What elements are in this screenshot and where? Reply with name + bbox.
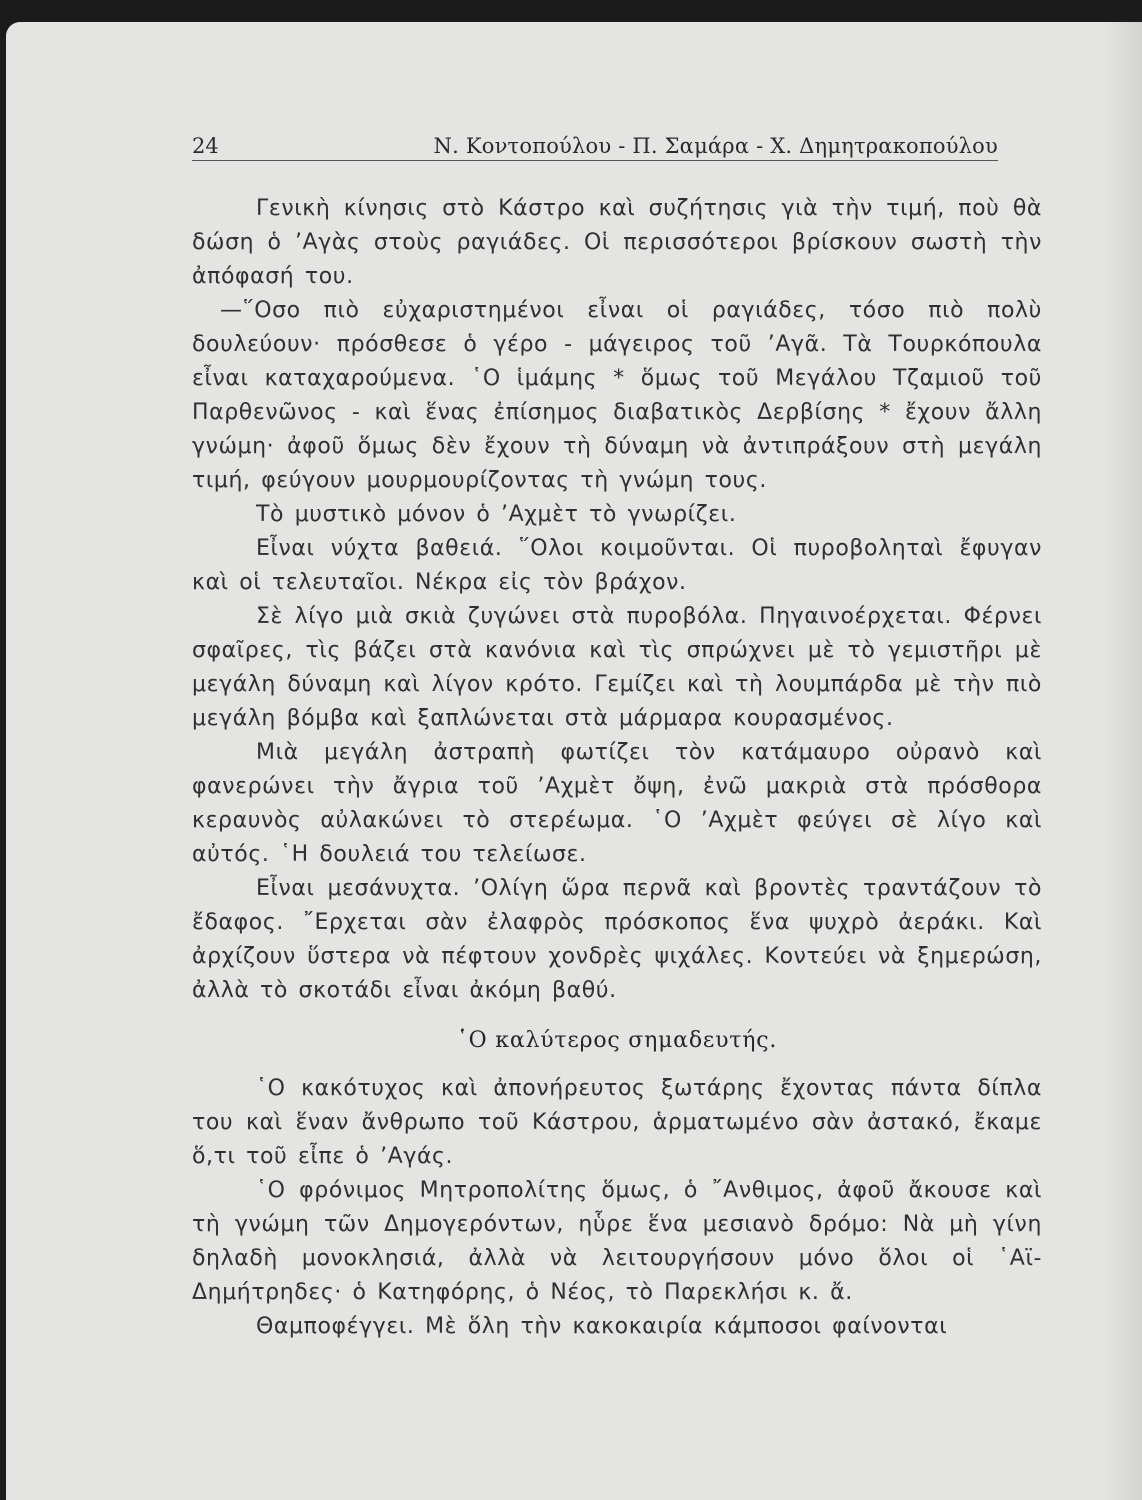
running-head: Ν. Κοντοπούλου - Π. Σαμάρα - Χ. Δημητρακοπούλου <box>433 134 998 158</box>
paragraph: Σὲ λίγο μιὰ σκιὰ ζυγώνει στὰ πυροβόλα. Πηγαινοέρχεται. Φέρνει σφαῖρες, τὶς βάζει στὰ κανόνια καὶ τὶς σπρώχνει μὲ τὸ γεμιστῆρι μὲ μεγάλη δύναμη καὶ λίγον κρότο. Γεμίζει καὶ τὴ λουμπάρδα μὲ τὴν πιὸ μεγάλη βόμβα καὶ ξαπλώνεται στὰ μάρμαρα κουρασμένος. <box>192 604 1042 731</box>
paragraph: Τὸ μυστικὸ μόνον ὁ ’Αχμὲτ τὸ γνωρίζει. <box>256 502 737 527</box>
book-page <box>6 22 1142 1500</box>
paragraph: Μιὰ μεγάλη ἀστραπὴ φωτίζει τὸν κατάμαυρο οὐρανὸ καὶ φανερώνει τὴν ἄγρια τοῦ ’Αχμὲτ ὄψη, ἐνῶ μακριὰ στὰ πρόσθορα κεραυνὸς αὐλακώνει τὸ στερέωμα. ῾Ο ’Αχμὲτ φεύγει σὲ λίγο καὶ αὐτός. ῾Η δουλειά του τελείωσε. <box>192 740 1042 867</box>
section-heading: ῾Ο καλύτερος σημαδευτής. <box>456 1028 778 1053</box>
paragraph: Εἶναι νύχτα βαθειά. ῞Ολοι κοιμοῦνται. Οἱ πυροβοληταὶ ἔφυγαν καὶ οἱ τελευταῖοι. Νέκρα εἰς τὸν βράχον. <box>192 536 1042 595</box>
spine-shadow <box>1102 22 1142 1500</box>
paragraph: —῞Οσο πιὸ εὐχαριστημένοι εἶναι οἱ ραγιάδες, τόσο πιὸ πολὺ δουλεύουν· πρόσθεσε ὁ γέρο - μάγειρος τοῦ ’Αγᾶ. Τὰ Τουρκόπουλα εἶναι καταχαρούμενα. ῾Ο ἱμάμης * ὅμως τοῦ Μεγάλου Τζαμιοῦ τοῦ Παρθενῶνος - καὶ ἕνας ἐπίσημος διαβατικὸς Δερβίσης * ἔχουν ἄλλη γνώμη· ἀφοῦ ὅμως δὲν ἔχουν τὴ δύναμη νὰ ἀντιπράξουν στὴ μεγάλη τιμή, φεύγουν μουρμουρίζοντας τὴ γνώμη τους. <box>192 298 1042 493</box>
paragraph: ῾Ο κακότυχος καὶ ἀπονήρευτος ξωτάρης ἔχοντας πάντα δίπλα του καὶ ἕναν ἄνθρωπο τοῦ Κάστρου, ἁρματωμένο σὰν ἀστακό, ἔκαμε ὅ,τι τοῦ εἶπε ὁ ’Αγάς. <box>192 1076 1042 1169</box>
paragraph: Γενικὴ κίνησις στὸ Κάστρο καὶ συζήτησις γιὰ τὴν τιμή, ποὺ θὰ δώση ὁ ’Αγὰς στοὺς ραγιάδες. Οἱ περισσότεροι βρίσκουν σωστὴ τὴν ἀπόφασή του. <box>192 196 1042 289</box>
body-text <box>192 192 1042 1344</box>
paragraph: ῾Ο φρόνιμος Μητροπολίτης ὅμως, ὁ ῎Ανθιμος, ἀφοῦ ἄκουσε καὶ τὴ γνώμη τῶν Δημογερόντων, ηὗρε ἕνα μεσιανὸ δρόμο: Νὰ μὴ γίνη δηλαδὴ μονοκλησιά, ἀλλὰ νὰ λειτουργήσουν μόνο ὅλοι οἱ ῾Αϊ-Δημήτρηδες· ὁ Κατηφόρης, ὁ Νέος, τὸ Παρεκλήσι κ. ἄ. <box>192 1178 1042 1305</box>
page-header <box>192 118 998 161</box>
paragraph: Εἶναι μεσάνυχτα. ’Ολίγη ὥρα περνᾶ καὶ βροντὲς τραντάζουν τὸ ἔδαφος. ῎Ερχεται σὰν ἐλαφρὸς πρόσκοπος ἕνα ψυχρὸ ἀεράκι. Καὶ ἀρχίζουν ὕστερα νὰ πέφτουν χονδρὲς ψιχάλες. Κοντεύει νὰ ξημερώση, ἀλλὰ τὸ σκοτάδι εἶναι ἀκόμη βαθύ. <box>192 876 1042 1003</box>
page-number: 24 <box>192 134 219 158</box>
paragraph: Θαμποφέγγει. Μὲ ὅλη τὴν κακοκαιρία κάμποσοι φαίνονται <box>256 1314 948 1339</box>
